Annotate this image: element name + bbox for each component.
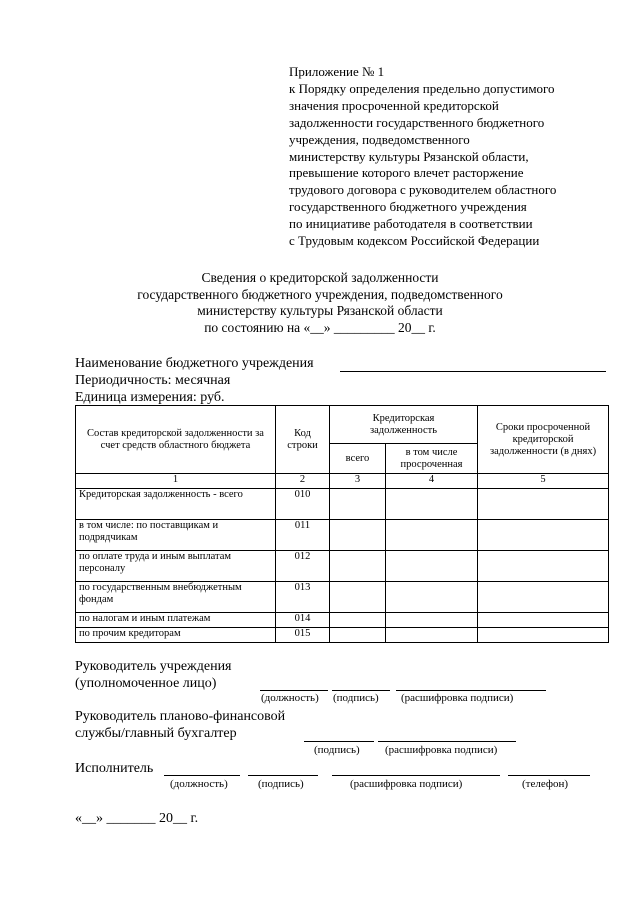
exec-decoding-line[interactable] bbox=[332, 775, 500, 776]
institution-field-line[interactable] bbox=[340, 371, 606, 372]
header-row-code: Код строки bbox=[276, 406, 330, 474]
column-number: 4 bbox=[386, 474, 478, 489]
cell-total[interactable] bbox=[330, 489, 386, 520]
cell-overdue[interactable] bbox=[386, 489, 478, 520]
title-line: по состоянию на «__» _________ 20__ г. bbox=[204, 319, 436, 335]
cell-overdue[interactable] bbox=[386, 520, 478, 551]
column-number: 2 bbox=[276, 474, 330, 489]
finance-signature-line[interactable] bbox=[304, 741, 374, 742]
table-row bbox=[76, 613, 609, 628]
header-overdue-terms: Сроки просроченной кредиторской задолженности (в днях) bbox=[478, 406, 609, 474]
table-row bbox=[76, 628, 609, 643]
exec-phone-line[interactable] bbox=[508, 775, 590, 776]
cell-overdue[interactable] bbox=[386, 551, 478, 582]
cell-total[interactable] bbox=[330, 628, 386, 643]
appendix-line: с Трудовым кодексом Российской Федерации bbox=[289, 233, 540, 249]
head-label-line2: (уполномоченное лицо) bbox=[75, 676, 217, 691]
executor-label: Исполнитель bbox=[75, 761, 154, 776]
exec-signature-line[interactable] bbox=[248, 775, 318, 776]
exec-caption-position: (должность) bbox=[170, 778, 228, 790]
row-name: Кредиторская задолженность - всего bbox=[76, 489, 276, 520]
appendix-line: министерству культуры Рязанской области, bbox=[289, 148, 529, 164]
table-row bbox=[76, 489, 609, 520]
row-code: 010 bbox=[276, 489, 330, 520]
cell-days[interactable] bbox=[478, 613, 609, 628]
appendix-line: к Порядку определения предельно допустимого bbox=[289, 80, 555, 96]
row-name: по оплате труда и иным выплатам персоналу bbox=[76, 551, 276, 582]
appendix-line: по инициативе работодателя в соответствии bbox=[289, 216, 533, 232]
cell-overdue[interactable] bbox=[386, 582, 478, 613]
finance-decoding-line[interactable] bbox=[378, 741, 516, 742]
measurement-unit: Единица измерения: руб. bbox=[75, 390, 225, 405]
institution-label: Наименование бюджетного учреждения bbox=[75, 356, 314, 371]
column-number: 1 bbox=[76, 474, 276, 489]
cell-total[interactable] bbox=[330, 520, 386, 551]
document-title bbox=[0, 270, 640, 336]
appendix-line: задолженности государственного бюджетного bbox=[289, 114, 545, 130]
cell-days[interactable] bbox=[478, 520, 609, 551]
exec-caption-decoding: (расшифровка подписи) bbox=[350, 778, 463, 790]
exec-caption-signature: (подпись) bbox=[258, 778, 304, 790]
row-name: в том числе: по поставщикам и подрядчикам bbox=[76, 520, 276, 551]
head-caption-signature: (подпись) bbox=[333, 692, 379, 704]
exec-caption-phone: (телефон) bbox=[522, 778, 569, 790]
periodicity: Периодичность: месячная bbox=[75, 373, 231, 388]
table-row bbox=[76, 582, 609, 613]
head-decoding-line[interactable] bbox=[396, 690, 546, 691]
title-line: государственного бюджетного учреждения, подведомственного bbox=[137, 286, 503, 302]
head-caption-position: (должность) bbox=[261, 692, 319, 704]
document-date: «__» _______ 20__ г. bbox=[75, 811, 199, 826]
head-caption-decoding: (расшифровка подписи) bbox=[401, 692, 514, 704]
appendix-line: государственного бюджетного учреждения bbox=[289, 199, 527, 215]
cell-days[interactable] bbox=[478, 582, 609, 613]
appendix-line: учреждения, подведомственного bbox=[289, 131, 470, 147]
head-signature-line[interactable] bbox=[332, 690, 390, 691]
title-line: Сведения о кредиторской задолженности bbox=[201, 270, 439, 285]
table-row bbox=[76, 520, 609, 551]
header-total: всего bbox=[330, 444, 386, 474]
row-name: по государственным внебюджетным фондам bbox=[76, 582, 276, 613]
appendix-line: Приложение № 1 bbox=[289, 64, 385, 79]
head-label-line1: Руководитель учреждения bbox=[75, 659, 232, 674]
appendix-line: значения просроченной кредиторской bbox=[289, 97, 499, 113]
cell-total[interactable] bbox=[330, 582, 386, 613]
cell-days[interactable] bbox=[478, 551, 609, 582]
row-code: 013 bbox=[276, 582, 330, 613]
cell-total[interactable] bbox=[330, 613, 386, 628]
row-code: 011 bbox=[276, 520, 330, 551]
finance-label-line1: Руководитель планово-финансовой bbox=[75, 709, 286, 724]
row-code: 012 bbox=[276, 551, 330, 582]
column-number: 5 bbox=[478, 474, 609, 489]
title-line: министерству культуры Рязанской области bbox=[197, 303, 443, 318]
cell-days[interactable] bbox=[478, 489, 609, 520]
debt-table bbox=[75, 405, 609, 643]
table-row bbox=[76, 551, 609, 582]
cell-overdue[interactable] bbox=[386, 628, 478, 643]
column-number: 3 bbox=[330, 474, 386, 489]
head-position-line[interactable] bbox=[260, 690, 328, 691]
appendix-block bbox=[289, 64, 556, 250]
row-name: по налогам и иным платежам bbox=[76, 613, 276, 628]
finance-label-line2: службы/главный бухгалтер bbox=[75, 726, 237, 741]
header-creditor-debt: Кредиторская задолженность bbox=[330, 406, 478, 444]
appendix-line: трудового договора с руководителем областного bbox=[289, 182, 557, 198]
finance-caption-decoding: (расшифровка подписи) bbox=[385, 744, 498, 756]
header-composition: Состав кредиторской задолженности за счет средств областного бюджета bbox=[76, 406, 276, 474]
row-code: 014 bbox=[276, 613, 330, 628]
appendix-line: превышение которого влечет расторжение bbox=[289, 165, 524, 181]
cell-days[interactable] bbox=[478, 628, 609, 643]
finance-caption-signature: (подпись) bbox=[314, 744, 360, 756]
exec-position-line[interactable] bbox=[164, 775, 240, 776]
cell-total[interactable] bbox=[330, 551, 386, 582]
cell-overdue[interactable] bbox=[386, 613, 478, 628]
row-name: по прочим кредиторам bbox=[76, 628, 276, 643]
header-overdue: в том числе просроченная bbox=[386, 444, 478, 474]
row-code: 015 bbox=[276, 628, 330, 643]
